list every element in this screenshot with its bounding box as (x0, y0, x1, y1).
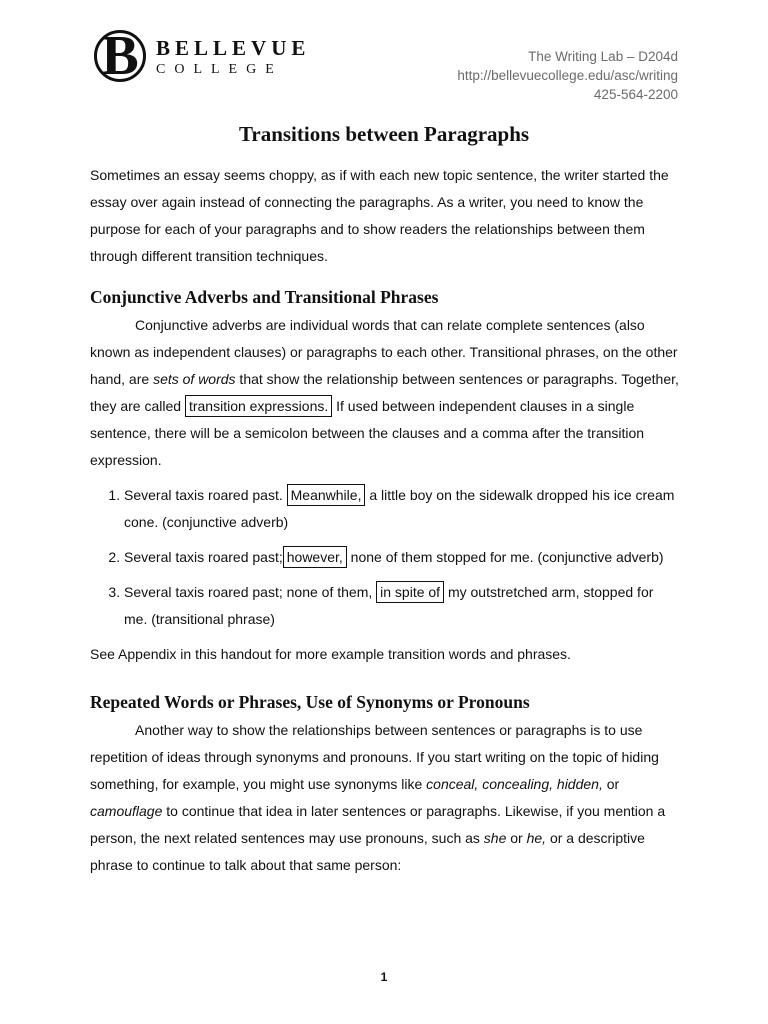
italic-text: conceal, concealing, hidden, (426, 776, 603, 792)
logo-letter: B (101, 25, 139, 87)
paragraph-text: to continue that idea in later sentences or paragraphs. Likewise, if you mention a person, the next related sentences may use pronouns, such as (90, 803, 666, 846)
example-text: Several taxis roared past. (124, 487, 287, 503)
intro-paragraph: Sometimes an essay seems choppy, as if with each new topic sentence, the writer started the essay over again instead of connecting the paragraphs. As a writer, you need to know the purpose for each of your paragraphs and to show readers the relationships between them through different transition techniques. (90, 167, 669, 264)
paragraph-text: or (506, 830, 527, 846)
boxed-term: transition expressions. (185, 395, 332, 417)
italic-text: sets of words (153, 371, 236, 387)
appendix-note: See Appendix in this handout for more example transition words and phrases. (90, 646, 571, 662)
contact-location: The Writing Lab – D204d (528, 49, 678, 64)
contact-url: http://bellevuecollege.edu/asc/writing (457, 68, 678, 83)
section-heading-conjunctive: Conjunctive Adverbs and Transitional Phrases (90, 287, 439, 307)
boxed-transition: however, (283, 546, 347, 568)
repeated-words-paragraph (90, 717, 680, 879)
conjunctive-paragraph (90, 312, 680, 474)
example-text: my outstretched arm, stopped for me. (transitional phrase) (124, 584, 654, 627)
paragraph-text: Another way to show the relationships between sentences or paragraphs is to use repetition of ideas through synonyms and pronouns. If you start writing on the topic of hiding something, for example, you might use synonyms like (90, 722, 659, 792)
list-item (124, 544, 680, 571)
paragraph-text: or a descriptive phrase to continue to talk about that same person: (90, 830, 645, 873)
section-heading-repeated-words: Repeated Words or Phrases, Use of Synonyms or Pronouns (90, 692, 530, 712)
document-body (90, 162, 680, 879)
italic-text: she (483, 830, 507, 846)
page-title: Transitions between Paragraphs (238, 122, 530, 146)
example-text: a little boy on the sidewalk dropped his ice cream cone. (conjunctive adverb) (124, 487, 675, 530)
italic-text: he, (526, 830, 547, 846)
paragraph-text: or (602, 776, 620, 792)
italic-text: camouflage (90, 803, 163, 819)
list-item (124, 482, 680, 536)
contact-info (457, 47, 678, 104)
example-text: Several taxis roared past; (124, 549, 283, 565)
example-text: Several taxis roared past; none of them, (124, 584, 377, 600)
bellevue-college-logo (94, 25, 334, 90)
example-list (90, 482, 680, 633)
example-text: none of them stopped for me. (conjunctive adverb) (346, 549, 664, 565)
page-number: 1 (380, 970, 388, 984)
paragraph-text: Conjunctive adverbs are individual words that can relate complete sentences (also known as independent clauses) or paragraphs to each other. Transitional phrases, on the other hand, are (90, 317, 678, 387)
boxed-transition: in spite of (376, 581, 444, 603)
list-item (124, 579, 680, 633)
contact-phone: 425-564-2200 (593, 87, 678, 102)
paragraph-text: If used between independent clauses in a single sentence, there will be a semicolon between the clauses and a comma after the transition expression. (90, 398, 645, 468)
boxed-transition: Meanwhile, (287, 484, 366, 506)
paragraph-text: that show the relationship between sentences or paragraphs. Together, they are called (90, 371, 679, 414)
logo-name-line2: COLLEGE (156, 62, 283, 77)
logo-name-line1: BELLEVUE (156, 36, 311, 60)
